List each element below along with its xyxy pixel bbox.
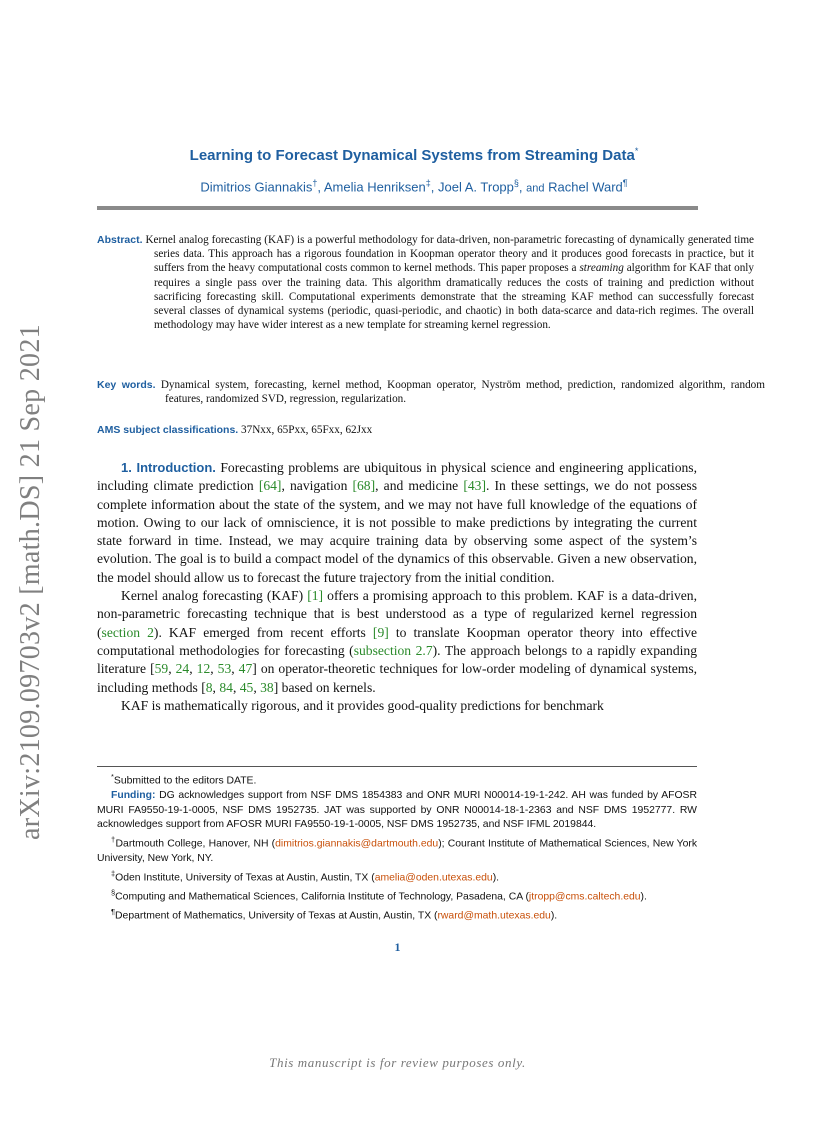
footnote-rule — [97, 766, 697, 767]
intro-text: offers a promising approach to this problem. KAF is a data-driven, non-parametric forecasting technique that is best understood as a type of regularized kernel regression ( — [97, 588, 697, 640]
citation-link[interactable]: [64] — [258, 478, 282, 494]
citation-link[interactable]: 8 — [205, 679, 213, 695]
citation-link[interactable]: 53 — [217, 661, 232, 677]
footnote-funding — [97, 789, 697, 833]
section-link[interactable]: subsection 2.7 — [353, 642, 433, 658]
review-note: This manuscript is for review purposes only. — [269, 1055, 526, 1070]
footnote — [97, 867, 697, 886]
footnote-mark: ¶ — [111, 906, 116, 916]
author-mark: ‡ — [425, 178, 431, 188]
author-name: Amelia Henriksen — [323, 179, 426, 195]
paper-title — [0, 146, 828, 164]
citation-link[interactable]: [43] — [463, 478, 486, 494]
intro-text: ] based on kernels. — [273, 679, 376, 695]
email-link[interactable]: dimitrios.giannakis@dartmouth.edu — [275, 838, 439, 850]
footnote-text: Dartmouth College, Hanover, NH ( — [115, 838, 276, 850]
author-name: Rachel Ward — [548, 179, 623, 195]
title-text: Learning to Forecast Dynamical Systems from Streaming Data — [189, 147, 635, 164]
citation-link[interactable]: 45 — [239, 679, 254, 695]
section-link[interactable]: section 2 — [101, 624, 154, 640]
footnote-mark: † — [111, 834, 116, 844]
title-footnote-mark: * — [634, 146, 639, 156]
footnote-mark: § — [111, 887, 116, 897]
intro-text: Kernel analog forecasting (KAF) — [121, 588, 308, 604]
intro-text: to translate Koopman operator theory into effective computational methodologies for forecasting ( — [97, 624, 698, 658]
ams-classifications — [97, 423, 697, 437]
author-name: Joel A. Tropp — [438, 179, 514, 195]
footnote-text: Computing and Mathematical Sciences, California Institute of Technology, Pasadena, CA ( — [115, 891, 529, 903]
author-mark: § — [513, 178, 519, 188]
citation-link[interactable]: [9] — [372, 624, 389, 640]
email-link[interactable]: amelia@oden.utexas.edu — [374, 871, 493, 883]
footnote-text: ). — [492, 871, 500, 883]
footnotes — [97, 770, 697, 924]
keywords-text: Dynamical system, forecasting, kernel method, Koopman operator, Nyström method, prediction, randomized algorithm, random features, randomized SVD, regression, regularization. — [160, 379, 765, 406]
introduction-section — [97, 459, 697, 715]
intro-paragraph — [97, 697, 697, 715]
abstract-text: Kernel analog forecasting (KAF) is a powerful methodology for data-driven, non-parametric forecasting of dynamically generated time series data. This approach has a rigorous foundation in Koopman operator theory and it produces good forecasts in practice, but it suffers from the heavy computational costs common to kernel methods. This paper proposes a — [145, 234, 755, 275]
footnote-text: ); Courant Institute of Mathematical Sciences, New York University, New York, NY. — [97, 838, 698, 864]
funding-label: Funding: — [111, 790, 156, 802]
email-link[interactable]: rward@math.utexas.edu — [437, 910, 551, 922]
arxiv-stamp: arXiv:2109.09703v2 [math.DS] 21 Sep 2021 — [15, 324, 46, 840]
abstract-text: algorithm for KAF that only requires a single pass over the training data. This algorithm dramatically reduces the costs of training and prediction without sacrificing forecasting skill. Computational experiments demonstrate that the streaming KAF method can successfully forecast several classes of dynamical systems (periodic, quasi-periodic, and chaotic) in both data-scarce and data-rich regimes. The overall methodology may have wider interest as a new template for streaming kernel regression. — [154, 262, 755, 332]
email-link[interactable]: jtropp@cms.caltech.edu — [528, 891, 641, 903]
keywords — [97, 378, 765, 406]
footnote — [97, 770, 697, 789]
author-name: Dimitrios Giannakis — [200, 179, 313, 195]
intro-paragraph — [97, 459, 697, 587]
intro-text: , and medicine — [375, 478, 464, 494]
title-rule — [97, 206, 698, 210]
citation-link[interactable]: 38 — [260, 679, 274, 695]
intro-text: ] on operator-theoretic techniques for low-order modeling of dynamical systems, including methods [ — [97, 661, 698, 695]
citation-link[interactable]: 59 — [154, 661, 169, 677]
abstract — [97, 233, 754, 332]
citation-link[interactable]: [1] — [307, 588, 324, 604]
author-mark: ¶ — [622, 178, 628, 188]
footnote — [97, 905, 697, 924]
footnote-text: Oden Institute, University of Texas at Austin, Austin, TX ( — [115, 871, 375, 883]
page-number: 1 — [394, 940, 401, 954]
intro-text: ). The approach belongs to a rapidly expanding literature [ — [97, 642, 697, 677]
author-list: Dimitrios Giannakis†, Amelia Henriksen‡, Joel A. Tropp§, and Rachel Ward¶ — [200, 178, 628, 195]
citation-link[interactable]: 84 — [219, 679, 233, 695]
footnote-text: DG acknowledges support from NSF DMS 1854383 and ONR MURI N00014-19-1-242. AH was funded by AFOSR MURI FA9550-19-1-0005, NSF DMS 1952735. JAT was supported by ONR N00014-18-1-2363 and NSF DMS 1952777. RW acknowledges support from AFOSR MURI FA9550-19-1-0005, NSF DMS 1952735, and NSF IFML 2019844. — [97, 790, 697, 831]
intro-text: ). KAF emerged from recent efforts — [153, 624, 373, 640]
abstract-label: Abstract. — [97, 234, 143, 246]
author-mark: † — [312, 178, 318, 188]
intro-text: . In these settings, we do not possess complete information about the state of the system, and we may not have full knowledge of the equations of motion. Owing to our lack of omniscience, it is not possible to make predictions by integrating the current state forward in time. Instead, we may acquire training data by observing some aspect of the system’s evolution. The goal is to build a compact model of the dynamics of this observable. Given a new observation, the model should allow us to forecast the future trajectory from the initial condition. — [97, 478, 697, 585]
intro-text: KAF is mathematically rigorous, and it provides good-quality predictions for benchmark — [121, 697, 604, 713]
citation-link[interactable]: [68] — [352, 478, 376, 494]
intro-text: , navigation — [281, 478, 353, 494]
footnote-text: Department of Mathematics, University of Texas at Austin, Austin, TX ( — [115, 910, 438, 922]
footnote-mark: * — [111, 772, 114, 781]
citation-link[interactable]: 47 — [238, 661, 253, 677]
section-heading: 1. Introduction. — [121, 460, 216, 475]
ams-text: 37Nxx, 65Pxx, 65Fxx, 62Jxx — [241, 424, 373, 436]
footnote-text: Submitted to the editors DATE. — [113, 775, 257, 787]
keywords-label: Key words. — [97, 379, 156, 391]
footnote-text: ). — [550, 910, 558, 922]
author-and: and — [526, 182, 545, 195]
ams-label: AMS subject classifications. — [97, 424, 239, 436]
intro-paragraph: Kernel analog forecasting (KAF) [1] offers a promising approach to this problem. KAF is a data-driven, non-parametric forecasting technique that is best understood as a type of regularized kernel regression (section 2). KAF emerged from recent efforts [9] to translate Koopman operator theory into effective computational methodologies for forecasting (subsection 2.7). The approach belongs to a rapidly expanding literature [59, 24, 12, 53, 47] on operator-theoretic techniques for low-order modeling of dynamical systems, including methods [8, 84, 45, 38] based on kernels. — [97, 588, 698, 695]
intro-text: Forecasting problems are ubiquitous in physical science and engineering applications, including climate prediction — [97, 460, 697, 494]
abstract-emphasis: streaming — [579, 262, 624, 275]
citation-link[interactable]: 24 — [175, 661, 190, 677]
citation-link[interactable]: 12 — [196, 661, 211, 677]
footnote — [97, 886, 697, 905]
footnote-mark: ‡ — [111, 868, 116, 878]
footnote — [97, 833, 697, 867]
footnote-text: ). — [640, 891, 647, 903]
